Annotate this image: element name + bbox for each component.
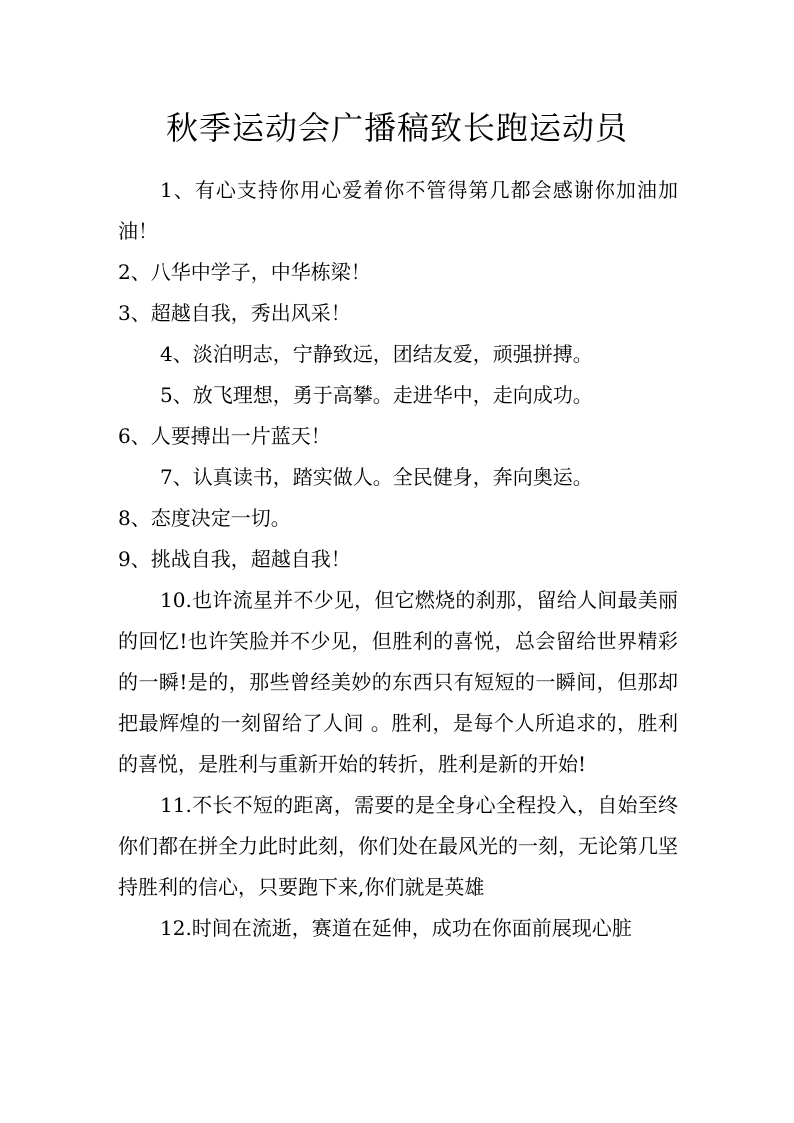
paragraph-12: 12.时间在流逝，赛道在延伸，成功在你面前展现心脏	[160, 916, 632, 940]
paragraph-4: 4、淡泊明志，宁静致远，团结友爱，顽强拼搏。	[160, 342, 593, 366]
paragraph-3: 3、超越自我，秀出风采！	[118, 301, 351, 325]
paragraph-8: 8、态度决定一切。	[118, 506, 291, 530]
paragraph-6: 6、人要搏出一片蓝天！	[118, 424, 331, 448]
document-body	[118, 170, 678, 949]
paragraph-5: 5、放飞理想，勇于高攀。走进华中，走向成功。	[160, 383, 593, 407]
paragraph-9: 9、挑战自我，超越自我！	[118, 547, 351, 571]
paragraph-1: 1、有心支持你用心爱着你不管得第几都会感谢你加油加油！	[118, 178, 678, 243]
document-title: 秋季运动会广播稿致长跑运动员	[165, 109, 628, 147]
paragraph-7: 7、认真读书，踏实做人。全民健身，奔向奥运。	[160, 465, 593, 489]
paragraph-11: 11.不长不短的距离，需要的是全身心全程投入，自始至终你们都在拼全力此时此刻，你们处在最风光的一刻，无论第几坚持胜利的信心，只要跑下来,你们就是英雄	[118, 793, 678, 899]
paragraph-10: 10.也许流星并不少见，但它燃烧的刹那，留给人间最美丽的回忆!也许笑脸并不少见，但胜利的喜悦，总会留给世界精彩的一瞬!是的，那些曾经美妙的东西只有短短的一瞬间，但那却把最辉煌的一刻留给了人间 。胜利，是每个人所追求的，胜利的喜悦，是胜利与重新开始的转折，胜利是新的开始!	[118, 588, 678, 776]
paragraph-2: 2、八华中学子，中华栋梁！	[118, 260, 371, 284]
